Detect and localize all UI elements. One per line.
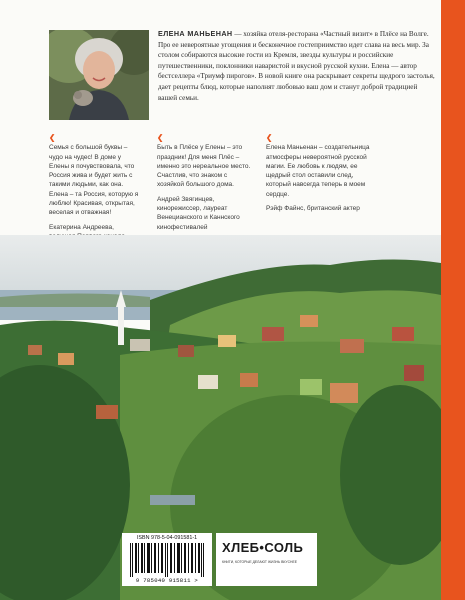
quote-fiennes: [266, 133, 376, 213]
barcode-digits: 9 785040 915811 >: [135, 577, 199, 584]
quote-mark-icon: ❮: [266, 133, 273, 142]
author-name: ЕЛЕНА МАНЬЕНАН: [158, 29, 233, 38]
quote-mark-icon: ❮: [49, 133, 56, 142]
quote-text: Семья с большой буквы – чудо на чудес! В доме у Елены я почувствовала, что Россия жива и будет жить с такими людьми, как она. Елена – та Россия, которую я люблю! Красивая, открытая, веселая и отважная!: [49, 144, 139, 217]
isbn-label: ISBN 978-5-04-091581-1: [136, 535, 198, 541]
accent-spine-stripe: [441, 0, 465, 600]
barcode-icon: [130, 543, 204, 577]
author-portrait-illustration: [49, 30, 149, 120]
quote-andreeva: [49, 133, 141, 241]
quote-mark-icon: ❮: [157, 133, 164, 142]
author-photo: [49, 30, 149, 120]
author-bio-text: — хозяйка отеля-ресторана «Частный визит» в Плёсе на Волге. Про ее невероятные угощения и бесконечное гостеприимство идет слава на весь мир. За столом собираются высокие гости из Кремля, звезды культуры и российские путешественники, поклонники наваристой и вкусной русской кухни. Елена — автор бестселлера «Триумф пирогов». В новой книге она раскрывает секреты щедрого застолья, дает рецепты блюд, которые наполнят любовью ваш дом и станут доброй традицией вашей семьи.: [158, 30, 435, 102]
quote-text: Быть в Плёсе у Елены – это праздник! Для меня Плёс – именно это нереальное место. Счастлив, что знаком с хозяйкой большого дома.: [157, 144, 251, 189]
publisher-logo-text: ХЛЕБ•СОЛЬ: [222, 540, 304, 555]
quote-text: Елена Маньенан – создательница атмосферы невероятной русской магии. Ее любовь к людям, ее щедрый стол оставили след, который навсегда теперь в моем сердце.: [266, 144, 370, 198]
publisher-tagline: КНИГИ, КОТОРЫЕ ДЕЛАЮТ ЖИЗНЬ ВКУСНЕЕ: [222, 560, 297, 564]
quote-author: Андрей Звягинцев, кинорежиссер, лауреат Венецианского и Каннского кинофестивалей: [157, 195, 240, 231]
barcode-block: [122, 533, 212, 586]
quote-author: Рэйф Файнс, британский актер: [266, 205, 360, 213]
quote-zvyagintsev: [157, 133, 253, 232]
publisher-logo: [216, 533, 317, 586]
quote-author: Екатерина Андреева,: [49, 223, 114, 231]
author-bio: [158, 29, 436, 103]
